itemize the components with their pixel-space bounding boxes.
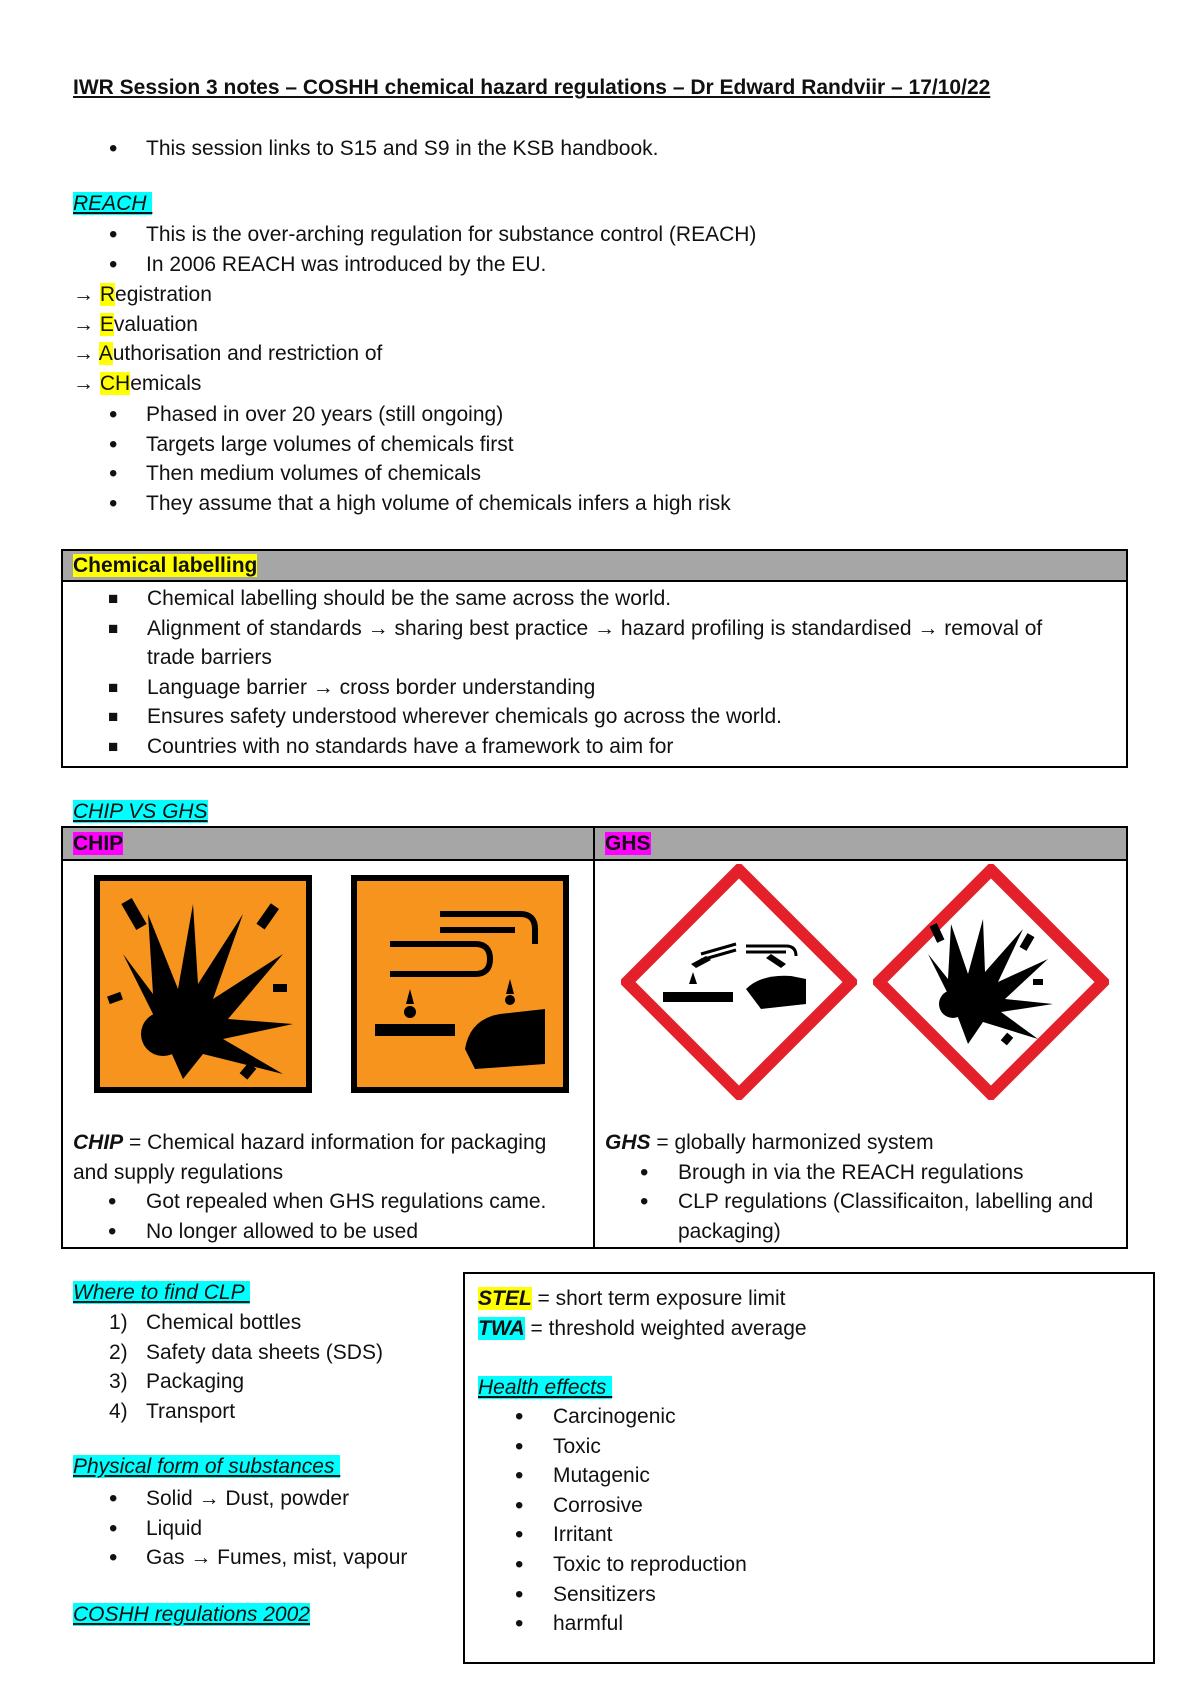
- chemical-labelling-box: [61, 549, 1128, 768]
- list-item: • This session links to S15 and S9 in the KSB handbook.: [0, 134, 1000, 164]
- chip-term: CHIP: [73, 1131, 124, 1154]
- list-item-continuation: packaging): [678, 1219, 781, 1243]
- list-item: • Toxic: [465, 1432, 1145, 1462]
- corrosive-symbol: [350, 874, 570, 1094]
- list-item: • Gas → Fumes, mist, vapour: [0, 1543, 500, 1573]
- acronym-line: → CHemicals: [73, 371, 202, 395]
- list-item: 2) Safety data sheets (SDS): [109, 1340, 383, 1364]
- list-item: • Brough in via the REACH regulations: [595, 1158, 1120, 1188]
- list-item: ■ Chemical labelling should be the same across the world.: [63, 584, 1126, 614]
- list-item: • Carcinogenic: [465, 1402, 1145, 1432]
- list-item: • In 2006 REACH was introduced by the EU.: [0, 250, 1100, 280]
- chip-ghs-heading: CHIP VS GHS: [73, 800, 208, 823]
- stel-line: STEL = short term exposure limit: [478, 1287, 786, 1310]
- reach-bullets-2: [0, 400, 1100, 518]
- page-title: IWR Session 3 notes – COSHH chemical hazard regulations – Dr Edward Randviir – 17/10/22: [73, 76, 991, 99]
- corrosive-pictogram: [621, 864, 857, 1100]
- list-item: • Phased in over 20 years (still ongoing): [0, 400, 1100, 430]
- explosive-symbol: [93, 874, 313, 1094]
- coshh-heading: COSHH regulations 2002: [73, 1603, 310, 1626]
- where-clp-heading: Where to find CLP: [73, 1281, 250, 1304]
- intro-list: [0, 134, 1000, 164]
- reach-section: [73, 192, 152, 216]
- list-item-continuation: trade barriers: [147, 646, 272, 670]
- physical-form-list: [0, 1484, 500, 1573]
- list-item: • Mutagenic: [465, 1461, 1145, 1491]
- list-item: • Liquid: [0, 1514, 500, 1544]
- ghs-bullets: [595, 1158, 1120, 1247]
- list-item: ■ Ensures safety understood wherever chemicals go across the world.: [63, 702, 1126, 732]
- list-item: • Solid → Dust, powder: [0, 1484, 500, 1514]
- list-item: ■ Countries with no standards have a framework to aim for: [63, 732, 1126, 762]
- list-item: • They assume that a high volume of chemicals infers a high risk: [0, 489, 1100, 519]
- chip-header: CHIP: [73, 832, 124, 855]
- chip-ghs-table: [61, 826, 1128, 1249]
- list-item: • Sensitizers: [465, 1580, 1145, 1610]
- list-item: • Then medium volumes of chemicals: [0, 459, 1100, 489]
- ghs-header: GHS: [605, 832, 651, 855]
- list-item: • Got repealed when GHS regulations came.: [63, 1187, 588, 1217]
- twa-term: TWA: [478, 1317, 525, 1340]
- list-item: ■ Alignment of standards → sharing best practice → hazard profiling is standardised → removal of: [63, 614, 1126, 644]
- reach-bullets: [0, 220, 1100, 279]
- ghs-term: GHS: [605, 1131, 651, 1154]
- health-effects-heading: Health effects: [478, 1376, 613, 1399]
- where-clp-list: [0, 1308, 383, 1426]
- chip-bullets: [63, 1187, 588, 1246]
- twa-line: TWA = threshold weighted average: [478, 1317, 807, 1340]
- physical-form-heading: Physical form of substances: [73, 1455, 341, 1478]
- ghs-description: GHS = globally harmonized system • Brough in via the REACH regulations • CLP regulations (Classificaiton, labelling and packaging): [605, 1128, 1120, 1246]
- list-item: • Irritant: [465, 1520, 1145, 1550]
- acronym-line: → Authorisation and restriction of: [73, 342, 383, 366]
- acronym-line: → Registration: [73, 283, 212, 306]
- stel-term: STEL: [478, 1287, 532, 1310]
- reach-acronym: [73, 280, 382, 398]
- labelling-header: Chemical labelling: [63, 551, 1126, 582]
- exposure-health-box: [463, 1272, 1155, 1664]
- list-item: • Corrosive: [465, 1491, 1145, 1521]
- chip-description: CHIP = Chemical hazard information for packaging and supply regulations • Got repealed when GHS regulations came. • No longer allowed to be used: [73, 1128, 588, 1246]
- health-effects-list: [465, 1402, 1145, 1639]
- reach-heading: REACH: [73, 192, 153, 215]
- acronym-line: → Evaluation: [73, 312, 198, 336]
- list-item: 3) Packaging: [109, 1370, 245, 1394]
- labelling-list: [63, 584, 1126, 762]
- list-item: • Targets large volumes of chemicals first: [0, 430, 1100, 460]
- list-item: • harmful: [465, 1609, 1145, 1639]
- list-item: • This is the over-arching regulation for substance control (REACH): [0, 220, 1100, 250]
- list-item: • CLP regulations (Classificaiton, labelling and: [595, 1187, 1120, 1217]
- list-item: ■ Language barrier → cross border understanding: [63, 673, 1126, 703]
- list-item: • No longer allowed to be used: [63, 1217, 588, 1247]
- list-item: • Toxic to reproduction: [465, 1550, 1145, 1580]
- list-item: 4) Transport: [109, 1399, 236, 1423]
- list-item: 1) Chemical bottles: [109, 1311, 302, 1334]
- explosive-pictogram: [873, 864, 1109, 1100]
